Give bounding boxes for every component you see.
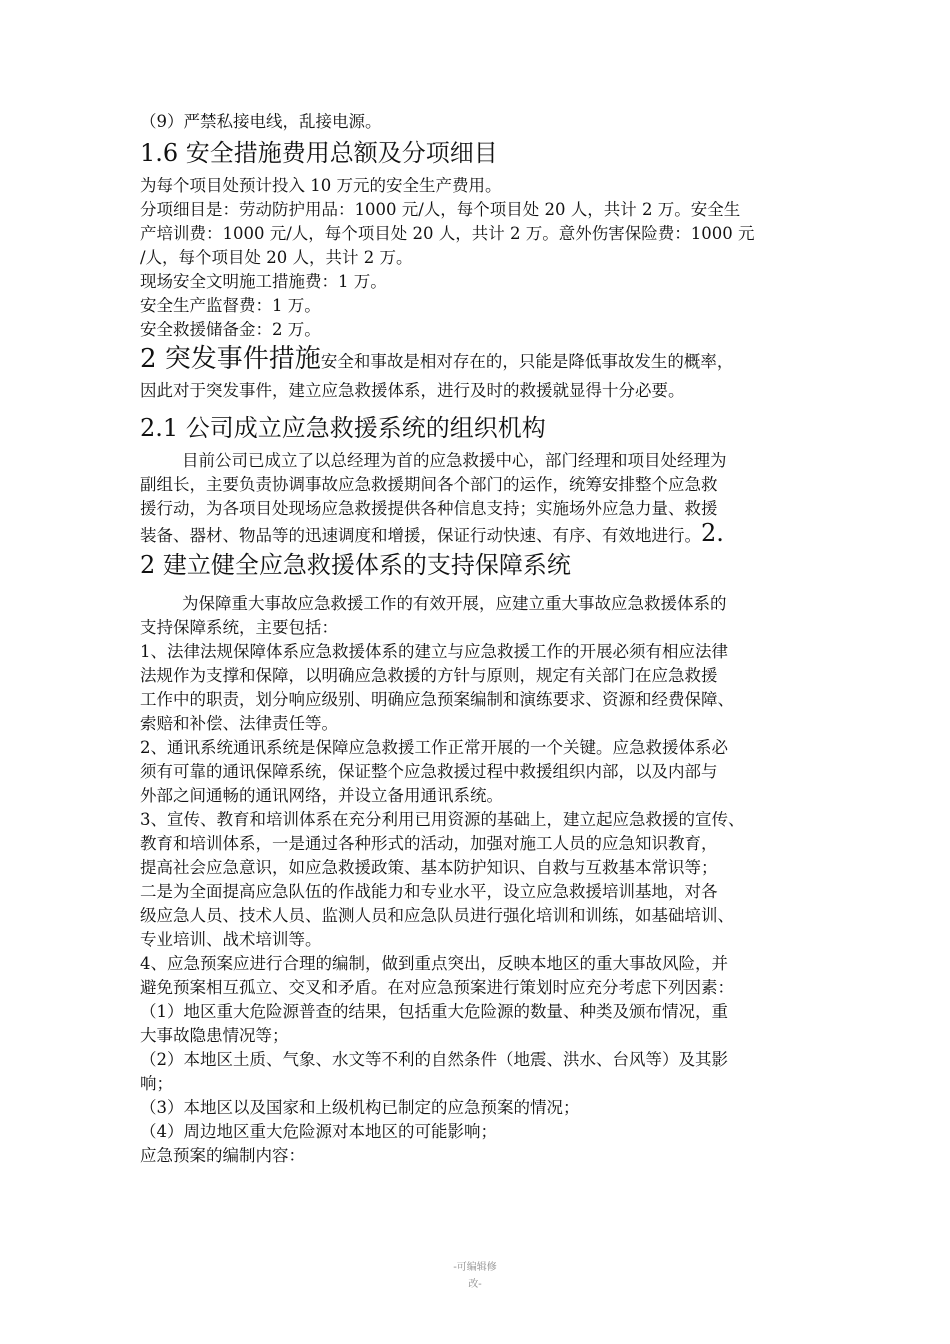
text-line: （2）本地区土质、气象、水文等不利的自然条件（地震、洪水、台风等）及其影 bbox=[140, 1050, 728, 1069]
section-heading-2: 2 突发事件措施 bbox=[140, 344, 321, 374]
text-line: 二是为全面提高应急队伍的作战能力和专业水平，设立应急救援培训基地，对各 bbox=[140, 882, 718, 901]
section-heading-1-6: 1.6 安全措施费用总额及分项细目 bbox=[140, 139, 498, 167]
section-heading-2-2: 2 建立健全应急救援体系的支持保障系统 bbox=[140, 551, 571, 579]
text-line: 级应急人员、技术人员、监测人员和应急队员进行强化培训和训练，如基础培训、 bbox=[140, 906, 734, 925]
text-line: 2、通讯系统通讯系统是保障应急救援工作正常开展的一个关键。应急救援体系必 bbox=[140, 738, 728, 757]
text-line: 教育和培训体系，一是通过各种形式的活动，加强对施工人员的应急知识教育， bbox=[140, 834, 718, 853]
text-line: 1、法律法规保障体系应急救援体系的建立与应急救援工作的开展必须有相应法律 bbox=[140, 642, 728, 661]
text-line: 应急预案的编制内容： bbox=[140, 1146, 305, 1165]
text-line: 为保障重大事故应急救援工作的有效开展，应建立重大事故应急救援体系的 bbox=[182, 594, 727, 613]
text-line: 大事故隐患情况等； bbox=[140, 1026, 289, 1045]
inline-text: 安全和事故是相对存在的，只能是降低事故发生的概率， bbox=[320, 352, 734, 371]
text-line: 为每个项目处预计投入 10 万元的安全生产费用。 bbox=[140, 176, 502, 195]
inline-text: 装备、器材、物品等的迅速调度和增援，保证行动快速、有序、有效地进行。 bbox=[140, 526, 701, 545]
text-line: 工作中的职责，划分响应级别、明确应急预案编制和演练要求、资源和经费保障、 bbox=[140, 690, 734, 709]
text-line: 外部之间通畅的通讯网络，并设立备用通讯系统。 bbox=[140, 786, 503, 805]
text-line: 3、宣传、教育和培训体系在充分利用已用资源的基础上，建立起应急救援的宣传、 bbox=[140, 810, 745, 829]
text-line: 产培训费：1000 元/人，每个项目处 20 人，共计 2 万。意外伤害保险费：1000 元 bbox=[140, 224, 755, 243]
text-line: 专业培训、战术培训等。 bbox=[140, 930, 322, 949]
text-line-with-heading bbox=[140, 521, 820, 548]
section-heading-2-2-start: 2. bbox=[701, 519, 724, 547]
text-line: 安全救援储备金：2 万。 bbox=[140, 320, 321, 339]
text-line: 须有可靠的通讯保障系统，保证整个应急救援过程中救援组织内部，以及内部与 bbox=[140, 762, 718, 781]
text-line: 副组长，主要负责协调事故应急救援期间各个部门的运作，统筹安排整个应急救 bbox=[140, 475, 718, 494]
footer-line: 改- bbox=[468, 1279, 482, 1290]
text-line: 支持保障系统，主要包括： bbox=[140, 618, 338, 637]
text-line: 法规作为支撑和保障，以明确应急救援的方针与原则，规定有关部门在应急救援 bbox=[140, 666, 718, 685]
text-line: 避免预案相互孤立、交叉和矛盾。在对应急预案进行策划时应充分考虑下列因素： bbox=[140, 978, 734, 997]
page-footer bbox=[0, 1259, 950, 1293]
text-line: 提高社会应急意识，如应急救援政策、基本防护知识、自救与互救基本常识等； bbox=[140, 858, 718, 877]
text-line: 索赔和补偿、法律责任等。 bbox=[140, 714, 338, 733]
text-line-with-heading bbox=[140, 342, 820, 379]
text-line: 目前公司已成立了以总经理为首的应急救援中心，部门经理和项目处经理为 bbox=[182, 451, 727, 470]
document-body bbox=[140, 110, 820, 1168]
text-line: 现场安全文明施工措施费：1 万。 bbox=[140, 272, 387, 291]
text-line: /人，每个项目处 20 人，共计 2 万。 bbox=[140, 248, 413, 267]
text-line: （1）地区重大危险源普查的结果，包括重大危险源的数量、种类及颁布情况，重 bbox=[140, 1002, 728, 1021]
text-line: （9）严禁私接电线，乱接电源。 bbox=[140, 112, 382, 131]
text-line: （4）周边地区重大危险源对本地区的可能影响； bbox=[140, 1122, 497, 1141]
footer-line: -可编辑修 bbox=[453, 1262, 497, 1273]
text-line: 分项细目是：劳动防护用品：1000 元/人，每个项目处 20 人，共计 2 万。安全生 bbox=[140, 200, 741, 219]
text-line: 安全生产监督费：1 万。 bbox=[140, 296, 321, 315]
text-line: 援行动，为各项目处现场应急救援提供各种信息支持；实施场外应急力量、救援 bbox=[140, 499, 718, 518]
text-line: 因此对于突发事件，建立应急救援体系，进行及时的救援就显得十分必要。 bbox=[140, 381, 685, 400]
section-heading-2-1: 2.1 公司成立应急救援系统的组织机构 bbox=[140, 414, 546, 442]
text-line: 4、应急预案应进行合理的编制，做到重点突出，反映本地区的重大事故风险，并 bbox=[140, 954, 728, 973]
text-line: 响； bbox=[140, 1074, 173, 1093]
text-line: （3）本地区以及国家和上级机构已制定的应急预案的情况； bbox=[140, 1098, 580, 1117]
